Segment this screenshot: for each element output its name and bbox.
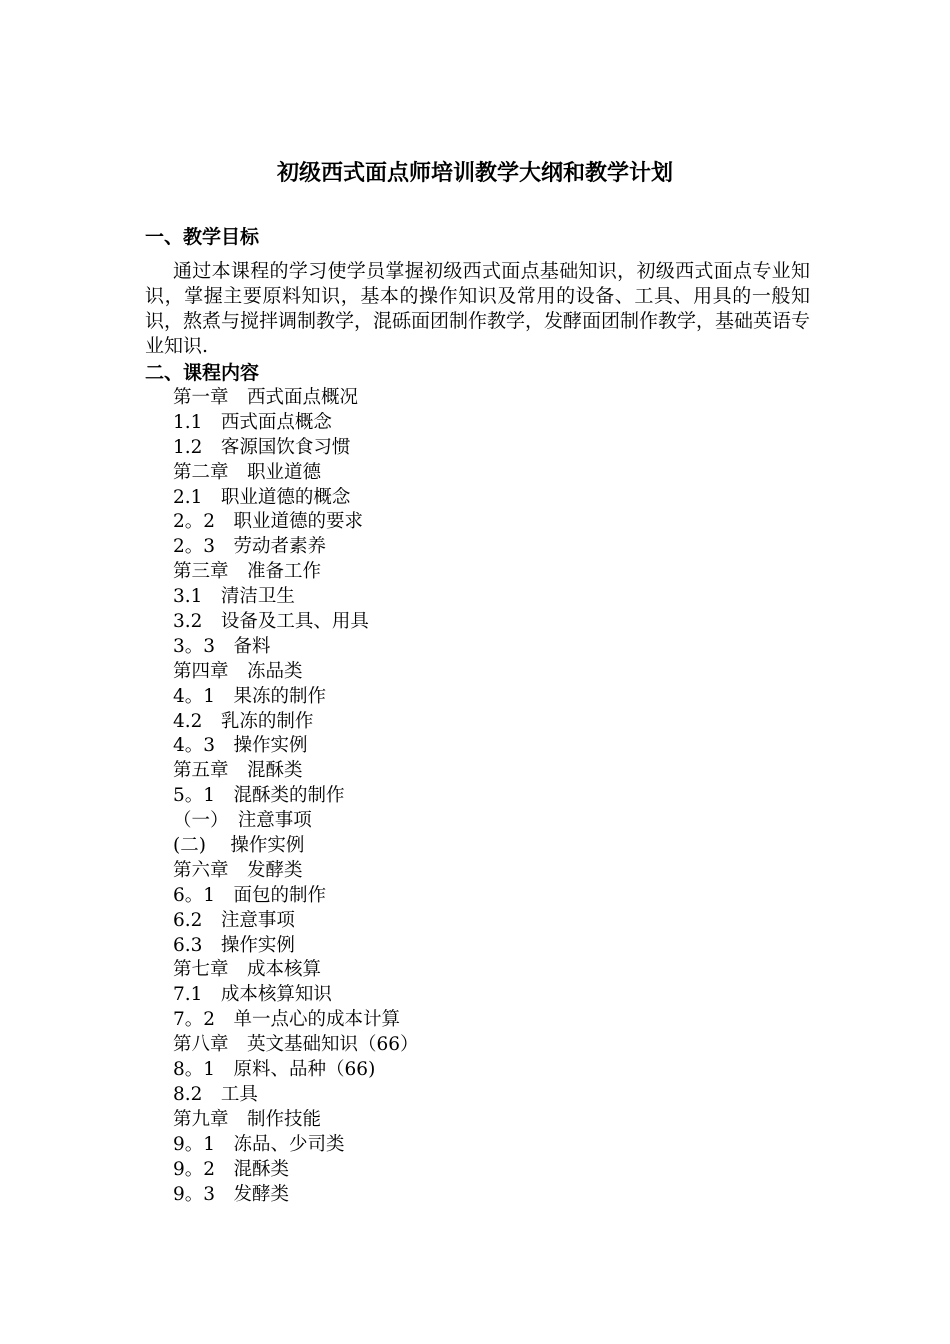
outline-item: 第八章 英文基础知识（66） (173, 1034, 419, 1056)
outline-item: 第六章 发酵类 (173, 859, 303, 881)
outline-item: 第二章 职业道德 (173, 461, 322, 483)
outline-item: (二) 操作实例 (173, 835, 305, 857)
outline-item: 2.1 职业道德的概念 (173, 486, 351, 508)
outline-item: 9。2 混酥类 (173, 1158, 290, 1180)
outline-item: 第五章 混酥类 (173, 760, 303, 782)
outline-item: 4。3 操作实例 (173, 735, 308, 757)
outline-item: 2。2 职业道德的要求 (173, 511, 364, 533)
outline-item: 5。1 混酥类的制作 (173, 785, 345, 807)
outline-item: 8.2 工具 (173, 1083, 258, 1105)
outline-item: 7。2 单一点心的成本计算 (173, 1009, 401, 1031)
outline-item: 第九章 制作技能 (173, 1108, 322, 1130)
outline-item: （一） 注意事项 (173, 810, 312, 832)
section-heading-teaching-goals: 一、教学目标 (145, 226, 260, 248)
course-outline-list (173, 385, 813, 1206)
outline-item: 3.2 设备及工具、用具 (173, 611, 369, 633)
outline-item: 8。1 原料、品种（66) (173, 1059, 376, 1081)
outline-item: 第一章 西式面点概况 (173, 387, 359, 408)
outline-item: 4。1 果冻的制作 (173, 685, 327, 707)
outline-item: 6。1 面包的制作 (173, 884, 327, 906)
outline-item: 2。3 劳动者素养 (173, 536, 327, 558)
section-heading-course-content: 二、课程内容 (145, 362, 260, 384)
outline-item: 第三章 准备工作 (173, 561, 322, 583)
outline-item: 6.3 操作实例 (173, 934, 295, 956)
outline-item: 第四章 冻品类 (173, 660, 303, 682)
outline-item: 9。1 冻品、少司类 (173, 1133, 345, 1155)
outline-item: 3.1 清洁卫生 (173, 586, 295, 608)
document-title: 初级西式面点师培训教学大纲和教学计划 (276, 161, 673, 186)
outline-item: 1.1 西式面点概念 (173, 411, 332, 433)
outline-item: 1.2 客源国饮食习惯 (173, 436, 351, 458)
outline-item: 第七章 成本核算 (173, 959, 322, 981)
outline-item: 3。3 备料 (173, 635, 271, 657)
outline-item: 7.1 成本核算知识 (173, 984, 332, 1006)
outline-item: 9。3 发酵类 (173, 1183, 290, 1205)
outline-item: 6.2 注意事项 (173, 909, 295, 931)
outline-item: 4.2 乳冻的制作 (173, 710, 314, 732)
teaching-goals-paragraph: 通过本课程的学习使学员掌握初级西式面点基础知识，初级西式面点专业知识，掌握主要原料知识，基本的操作知识及常用的设备、工具、用具的一般知识，熬煮与搅拌调制教学，混砾面团制作教学，发酵面团制作教学，基础英语专业知识. (145, 260, 811, 357)
